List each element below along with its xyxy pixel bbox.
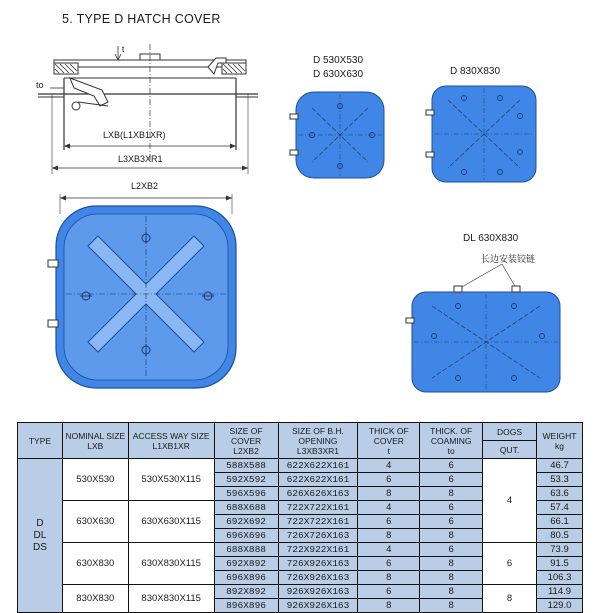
to-cell: 8 [420,557,483,571]
cover-plan-d830 [424,82,540,186]
cover-cell: 892X892 [214,585,278,599]
hinge-note: 长边安装铰链 [481,254,536,264]
t-cell: 8 [358,599,420,613]
bh-cell: 926X926X163 [278,599,358,613]
cover-cell: 896X896 [214,599,278,613]
weight-cell: 91.5 [537,557,583,571]
t-cell: 6 [358,585,420,599]
cover-cell: 692X892 [214,557,278,571]
hinge-icon [48,320,58,327]
header-nominal-size: NOMINAL SIZE LXB [62,423,128,459]
large-cover-plan [40,186,250,396]
weight-cell: 53.3 [537,473,583,487]
label-d530: D 530X530 [313,55,364,66]
access-cell: 530X530X115 [128,459,214,501]
page-title: 5. TYPE D HATCH COVER [62,12,221,26]
dogs-cell: 8 [483,585,537,613]
bh-cell: 622X622X161 [278,473,358,487]
to-cell: 8 [420,599,483,613]
nominal-cell: 530X530 [62,459,128,501]
label-d830: D 830X830 [450,66,501,77]
t-symbol: t [122,45,125,54]
cover-cell: 696X696 [214,529,278,543]
cover-cell: 588X588 [214,459,278,473]
weight-cell: 114.9 [537,585,583,599]
nominal-cell: 630X630 [62,501,128,543]
to-cell: 6 [420,501,483,515]
t-cell: 6 [358,473,420,487]
weight-cell: 57.4 [537,501,583,515]
table-row [18,459,583,473]
t-cell: 8 [358,487,420,501]
weight-cell: 63.6 [537,487,583,501]
t-cell: 6 [358,515,420,529]
type-cell: D DL DS [18,459,63,613]
t-cell: 4 [358,501,420,515]
bh-cell: 726X726X163 [278,529,358,543]
header-dogs-qut: QUT. [483,441,537,459]
header-thick-cover: THICK OF COVER t [358,423,420,459]
dogs-cell: 4 [483,459,537,543]
spec-table [17,422,583,613]
t-cell: 8 [358,571,420,585]
bh-cell: 722X922X161 [278,543,358,557]
label-d630: D 630X630 [313,69,364,80]
access-cell: 630X830X115 [128,543,214,585]
cover-plan-d530 [288,88,388,182]
t-cell: 4 [358,459,420,473]
cover-cell: 592X592 [214,473,278,487]
to-cell: 8 [420,487,483,501]
bh-cell: 722X722X161 [278,515,358,529]
cover-cell: 688X688 [214,501,278,515]
label-dl630: DL 630X830 [463,233,519,244]
to-label: to [36,80,44,90]
cover-cell: 688X888 [214,543,278,557]
weight-cell: 80.5 [537,529,583,543]
cover-cell: 692X692 [214,515,278,529]
bh-cell: 926X926X163 [278,585,358,599]
header-access-way: ACCESS WAY SIZE L1XB1XR [128,423,214,459]
weight-cell: 66.1 [537,515,583,529]
t-cell: 6 [358,557,420,571]
dim-outer-label: L3XB3XR1 [118,154,163,164]
to-cell: 8 [420,585,483,599]
nominal-cell: 630X830 [62,543,128,585]
header-type: TYPE [18,423,63,459]
dim-inner-label: LXB(L1XB1XR) [103,130,166,140]
to-cell: 6 [420,515,483,529]
weight-cell: 46.7 [537,459,583,473]
dim-width-label: L2XB2 [131,181,159,191]
to-cell: 6 [420,473,483,487]
header-cover-size: SIZE OF COVER L2XB2 [214,423,278,459]
header-thick-coaming: THICK. OF COAMING to [420,423,483,459]
t-cell: 8 [358,529,420,543]
bh-cell: 726X926X163 [278,571,358,585]
nominal-cell: 830X830 [62,585,128,613]
to-cell: 8 [420,529,483,543]
bh-cell: 722X722X161 [278,501,358,515]
header-dogs: DOGS [483,423,537,441]
table-row [18,543,583,557]
to-cell: 6 [420,543,483,557]
to-cell: 8 [420,571,483,585]
weight-cell: 129.0 [537,599,583,613]
access-cell: 830X830X115 [128,585,214,613]
cover-plan-dl630 [404,260,564,400]
table-row [18,585,583,599]
bh-cell: 726X926X163 [278,557,358,571]
weight-cell: 106.3 [537,571,583,585]
cover-cell: 596X596 [214,487,278,501]
t-cell: 4 [358,543,420,557]
access-cell: 630X630X115 [128,501,214,543]
bh-cell: 626X626X163 [278,487,358,501]
to-cell: 6 [420,459,483,473]
bh-cell: 622X622X161 [278,459,358,473]
weight-cell: 73.9 [537,543,583,557]
dogs-cell: 6 [483,543,537,585]
header-weight: WEIGHT kg [537,423,583,459]
hinge-icon [48,260,58,267]
header-bh-opening: SIZE OF B.H. OPENING L3XB3XR1 [278,423,358,459]
cover-cell: 696X896 [214,571,278,585]
